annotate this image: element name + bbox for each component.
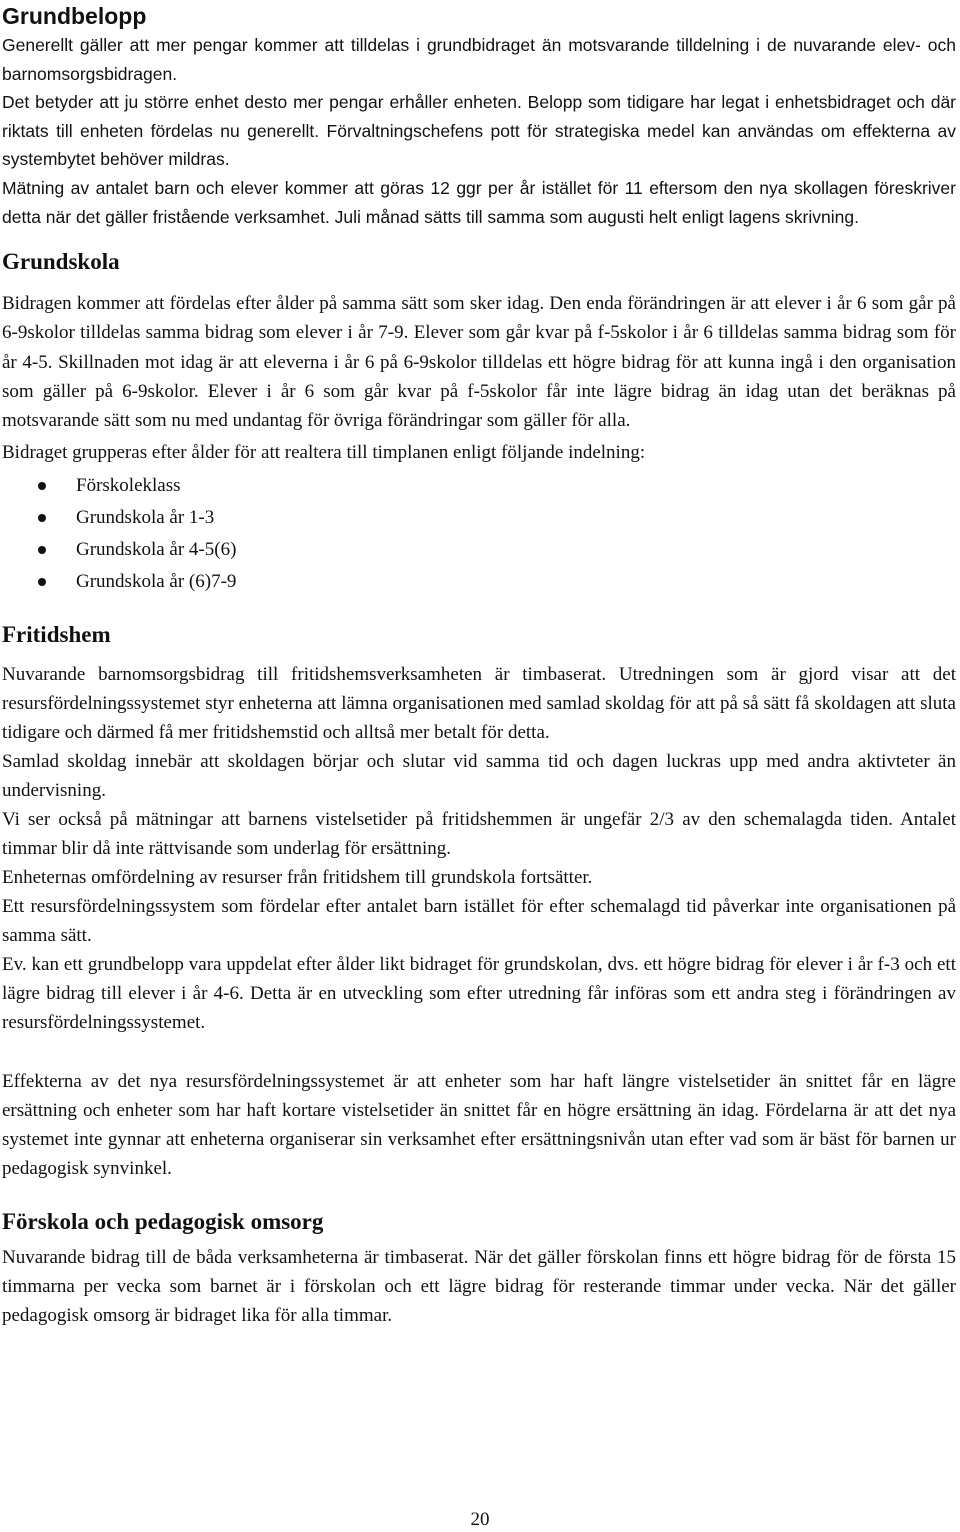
paragraph: Nuvarande bidrag till de båda verksamheterna är timbaserat. När det gäller förskolan finns ett högre bidrag för de första 15 timmarna per vecka som barnet är i förskolan och ett lägre bidrag för resterande timmar under vecka. När det gäller pedagogisk omsorg är bidraget lika för alla timmar. <box>2 1247 956 1327</box>
heading-grundbelopp: Grundbelopp <box>2 3 147 29</box>
heading-forskola: Förskola och pedagogisk omsorg <box>2 1209 324 1235</box>
paragraph: Mätning av antalet barn och elever kommer att göras 12 ggr per år istället för 11 eftersom den nya skollagen föreskriver detta när det gäller fristående verksamhet. Juli månad sätts till samma som augusti helt enligt lagens skrivning. <box>2 177 956 227</box>
paragraph: Samlad skoldag innebär att skoldagen börjar och slutar vid samma tid och dagen luckras upp med andra aktivteter än undervisning. <box>2 751 956 802</box>
bullet-icon <box>38 514 46 522</box>
paragraph: Enheternas omfördelning av resurser från fritidshem till grundskola fortsätter. <box>2 867 593 889</box>
bullet-list <box>2 470 956 598</box>
list-item-label: Grundskola år (6)7-9 <box>76 571 237 593</box>
bullet-icon <box>38 482 46 490</box>
list-item <box>2 470 956 502</box>
paragraph: Effekterna av det nya resursfördelningssystemet är att enheter som har haft längre vistelsetider än snittet får en lägre ersättning och enheter som har haft kortare vistelsetider än snittet får en högre ersättning än idag. Fördelarna är att det nya systemet inte gynnar att enheterna organiserar sin verksamhet efter ersättningsnivån utan efter vad som är bäst för barnen ur pedagogisk synvinkel. <box>2 1071 956 1180</box>
bullet-icon <box>38 546 46 554</box>
paragraph: Bidragen kommer att fördelas efter ålder på samma sätt som sker idag. Den enda förändringen är att elever i år 6 som går på 6-9skolor tilldelas samma bidrag som elever i år 7-9. Elever som går kvar på f-5skolor i år 6 tilldelas samma bidrag som för år 4-5. Skillnaden mot idag är att eleverna i år 6 på 6-9skolor tilldelas ett högre bidrag för att kunna ingå i den organisation som gäller på 6-9skolor. Elever i år 6 som går kvar på f-5skolor får inte lägre bidrag än idag utan det beräknas på motsvarande sätt som nu med undantag för övriga förändringar som gäller för alla. <box>2 293 956 431</box>
paragraph: Vi ser också på mätningar att barnens vistelsetider på fritidshemmen är ungefär 2/3 av den schemalagda tiden. Antalet timmar blir då inte rättvisande som underlag för ersättning. <box>2 809 956 860</box>
bullet-icon <box>38 578 46 586</box>
list-item-label: Förskoleklass <box>76 475 181 497</box>
paragraph: Generellt gäller att mer pengar kommer att tilldelas i grundbidraget än motsvarande tilldelning i de nuvarande elev- och barnomsorgsbidragen. <box>2 35 956 84</box>
paragraph: Ett resursfördelningssystem som fördelar efter antalet barn istället för efter schemalagd tid påverkar inte organisationen på samma sätt. <box>2 896 956 947</box>
paragraph: Nuvarande barnomsorgsbidrag till fritidshemsverksamheten är timbaserat. Utredningen som är gjord visar att det resursfördelningssystemet styr enheterna att lämna organisationen med samlad skoldag för att på så sätt få skoldagen att sluta tidigare och därmed få mer fritidshemstid och alltså mer betalt för detta. <box>2 664 956 744</box>
heading-fritidshem: Fritidshem <box>2 622 111 648</box>
paragraph: Det betyder att ju större enhet desto mer pengar erhåller enheten. Belopp som tidigare har legat i enhetsbidraget och där riktats till enheten fördelas nu generellt. Förvaltningschefens pott för strategiska medel kan användas om effekterna av systembytet behöver mildras. <box>2 92 956 170</box>
paragraph: Ev. kan ett grundbelopp vara uppdelat efter ålder likt bidraget för grundskolan, dvs. ett högre bidrag för elever i år f-3 och ett lägre bidrag till elever i år 4-6. Detta är en utveckling som efter utredning får införas som ett andra steg i förändringen av resursfördelningssystemet. <box>2 954 956 1034</box>
list-item-label: Grundskola år 4-5(6) <box>76 539 237 561</box>
list-item <box>2 566 956 598</box>
heading-grundskola: Grundskola <box>2 249 120 275</box>
paragraph: Bidraget grupperas efter ålder för att realtera till timplanen enligt följande indelning: <box>2 442 646 464</box>
document-page <box>2 0 956 1330</box>
list-item <box>2 534 956 566</box>
page-number: 20 <box>470 1509 490 1530</box>
list-item-label: Grundskola år 1-3 <box>76 507 215 529</box>
list-item <box>2 502 956 534</box>
